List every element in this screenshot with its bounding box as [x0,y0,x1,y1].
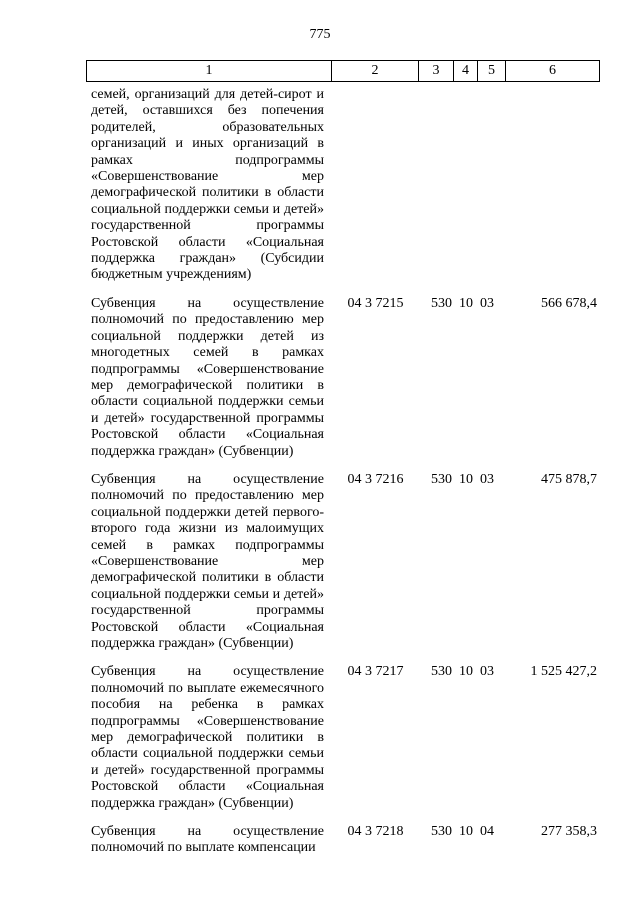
row-code: 04 3 7217 [347,664,404,680]
row-description: Субвенция на осуществление полномочий по предоставлению мер социальной поддержки детей первого-второго года жизни из малоимущих семей в рамках подпрограммы «Совершенствование мер демографической политики в области социальной поддержки семьи и детей» государственной программы Ростовской области «Социальная поддержка граждан» (Субвенции) [91,471,324,651]
row-section: 10 [459,824,473,840]
row-code: 04 3 7218 [347,824,404,840]
table-row [86,472,600,652]
row-section: 10 [459,295,473,311]
table-row [86,87,600,284]
table-row [86,664,600,812]
row-subsection: 03 [480,295,494,311]
row-section: 10 [459,664,473,680]
header-col-3: 3 [419,61,454,81]
row-description: Субвенция на осуществление полномочий по выплате компенсации [91,824,324,856]
row-description: Субвенция на осуществление полномочий по предоставлению мер социальной поддержки детей из многодетных семей в рамках подпрограммы «Совершенствование мер демографической политики в области социальной поддержки семьи и детей» государственной программы Ростовской области «Социальная поддержка граждан» (Субвенции) [91,295,324,459]
table-header [86,60,600,82]
row-expense-type: 530 [431,295,452,311]
header-col-6: 6 [506,61,600,81]
row-sum: 277 358,3 [541,824,597,840]
row-subsection: 03 [480,664,494,680]
header-col-5: 5 [478,61,506,81]
header-col-2: 2 [332,61,419,81]
row-description: Субвенция на осуществление полномочий по выплате ежемесячного пособия на ребенка в рамках подпрограммы «Совершенствование мер демографической политики в области социальной поддержки семьи и детей» государственной программы Ростовской области «Социальная поддержка граждан» (Субвенции) [91,664,324,811]
page-number: 775 [309,27,331,42]
budget-table [86,60,600,857]
row-section: 10 [459,471,473,487]
table-row [86,296,600,460]
header-col-4: 4 [454,61,478,81]
row-sum: 566 678,4 [541,295,597,311]
row-subsection: 03 [480,471,494,487]
row-sum: 1 525 427,2 [530,664,597,680]
row-subsection: 04 [480,824,494,840]
row-expense-type: 530 [431,824,452,840]
row-expense-type: 530 [431,664,452,680]
row-sum: 475 878,7 [541,471,597,487]
row-expense-type: 530 [431,471,452,487]
row-code: 04 3 7216 [347,471,404,487]
table-row [86,824,600,857]
row-code: 04 3 7215 [347,295,404,311]
row-description: семей, организаций для детей-сирот и детей, оставшихся без попечения родителей, образовательных организаций и иных организаций в рамках подпрограммы «Совершенствование мер демографической политики в области социальной поддержки семьи и детей» государственной программы Ростовской области «Социальная поддержка граждан» (Субсидии бюджетным учреждениям) [91,87,324,283]
header-col-1: 1 [86,61,332,81]
